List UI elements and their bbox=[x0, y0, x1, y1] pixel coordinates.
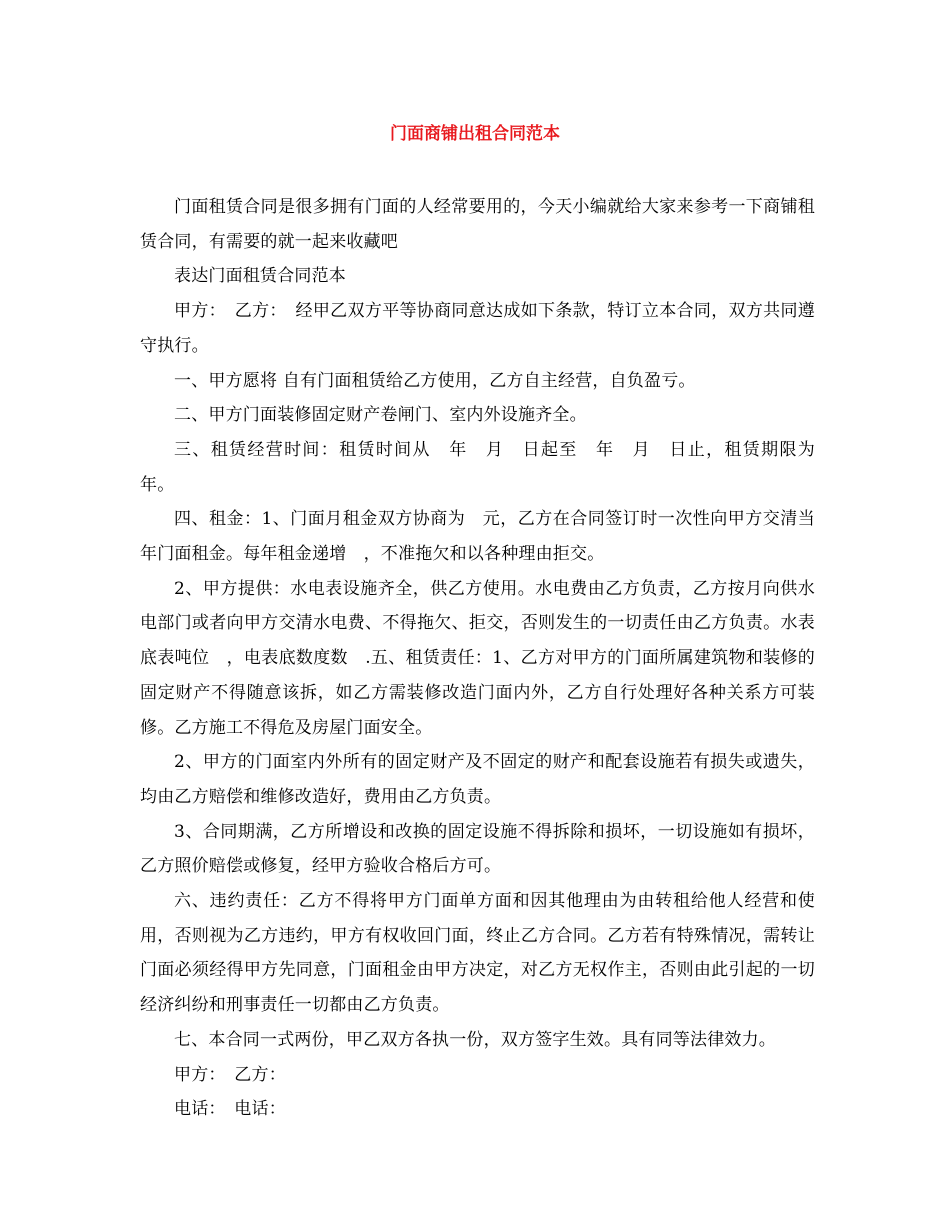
paragraph-subtitle: 表达门面租赁合同范本 bbox=[174, 266, 346, 287]
paragraph-intro: 门面租赁合同是很多拥有门面的人经常要用的，今天小编就给大家来参考一下商铺租赁合同，有需要的就一起来收藏吧 bbox=[140, 197, 815, 252]
paragraph-clause-7: 七、本合同一式两份，甲乙双方各执一份，双方签字生效。具有同等法律效力。 bbox=[174, 1029, 776, 1050]
document-body bbox=[140, 190, 833, 1127]
signature-line: 甲方： 乙方： bbox=[174, 1064, 286, 1085]
phone-line: 电话： 电话： bbox=[174, 1099, 286, 1120]
paragraph-clause-1: 一、甲方愿将 自有门面租赁给乙方使用，乙方自主经营，自负盈亏。 bbox=[174, 370, 696, 391]
paragraph-clause-5-2: 2、甲方的门面室内外所有的固定财产及不固定的财产和配套设施若有损失或遗失，均由乙方赔偿和维修改造好，费用由乙方负责。 bbox=[140, 752, 815, 807]
paragraph-clause-3: 三、租赁经营时间：租赁时间从 年 月 日起至 年 月 日止，租赁期限为 年。 bbox=[140, 439, 833, 495]
paragraph-clause-6: 六、违约责任：乙方不得将甲方门面单方面和因其他理由为由转租给他人经营和使用，否则视为乙方违约，甲方有权收回门面，终止乙方合同。乙方若有特殊情况，需转让门面必须经得甲方先同意，门面租金由甲方决定，对乙方无权作主，否则由此引起的一切经济纠纷和刑事责任一切都由乙方负责。 bbox=[140, 891, 815, 1016]
paragraph-clause-5-3: 3、合同期满，乙方所增设和改换的固定设施不得拆除和损坏，一切设施如有损坏，乙方照价赔偿或修复，经甲方验收合格后方可。 bbox=[140, 821, 815, 877]
document-title: 门面商铺出租合同范本 bbox=[390, 124, 560, 144]
paragraph-clause-4-rent: 四、租金：1、门面月租金双方协商为 元，乙方在合同签订时一次性向甲方交清当年门面租金。每年租金递增 ，不准拖欠和以各种理由拒交。 bbox=[140, 509, 815, 565]
paragraph-clause-4-utilities: 2、甲方提供：水电表设施齐全，供乙方使用。水电费由乙方负责，乙方按月向供水电部门或者向甲方交清水电费、不得拖欠、拒交，否则发生的一切责任由乙方负责。水表底表吨位 ，电表底数度数 .五、租赁责任：1、乙方对甲方的门面所属建筑物和装修的固定财产不得随意该拆，如乙方需装修改造门面内外，乙方自行处理好各种关系方可装修。乙方施工不得危及房屋门面安全。 bbox=[140, 578, 815, 738]
paragraph-parties: 甲方： 乙方： 经甲乙双方平等协商同意达成如下条款，特订立本合同，双方共同遵守执行。 bbox=[140, 301, 815, 356]
paragraph-clause-2: 二、甲方门面装修固定财产卷闸门、室内外设施齐全。 bbox=[174, 405, 587, 426]
